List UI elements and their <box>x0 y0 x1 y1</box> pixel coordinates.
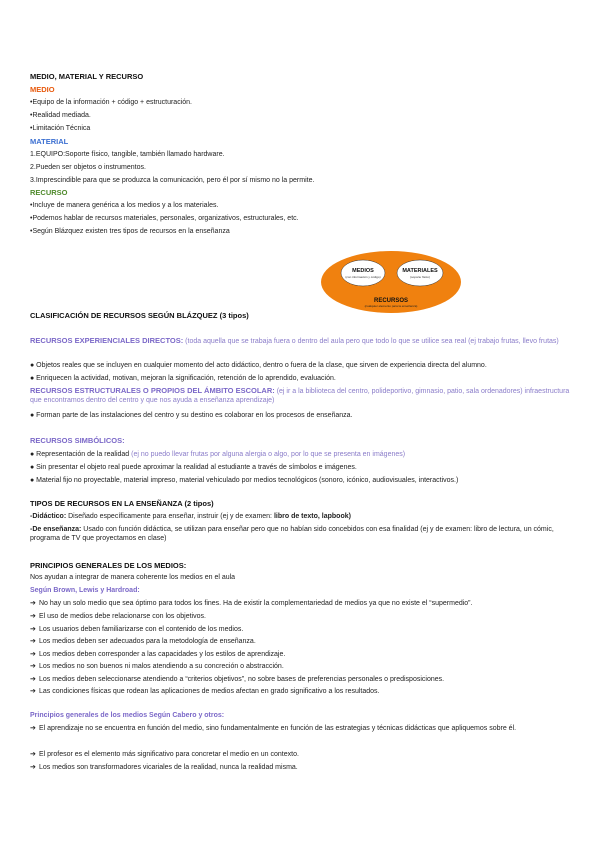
tipos-didactico <box>30 512 351 521</box>
didactico-label: -Didáctico: <box>30 513 67 520</box>
experienciales-title: RECURSOS EXPERIENCIALES DIRECTOS: <box>30 336 184 345</box>
simbolicos-item-note: (ej no puedo llevar frutas por alguna alergia o algo, por lo que se presenta en imágenes) <box>131 451 406 458</box>
recurso-item: •Según Blázquez existen tres tipos de recursos en la enseñanza <box>30 228 230 235</box>
brown-item: ➔ Los medios no son buenos ni malos atendiendo a su concreción o abstracción. <box>30 663 284 670</box>
recurso-item: •Podemos hablar de recursos materiales, personales, organizativos, estructurales, etc. <box>30 215 299 222</box>
arrow-icon: ➔ <box>30 688 36 695</box>
cabero-item: ➔ Los medios son transformadores vicariales de la realidad, nunca la realidad misma. <box>30 764 298 771</box>
ensenanza-text: Usado con función didáctica, se utilizan para enseñar pero que no habían sido concebidos con esa finalidad (ej y de examen: libro de lectura, un cómic, programa de TV que proyectamos en clase) <box>30 526 554 542</box>
tipos-heading: TIPOS DE RECURSOS EN LA ENSEÑANZA (2 tipos) <box>30 499 214 508</box>
brown-item: ➔ El uso de medios debe relacionarse con los objetivos. <box>30 613 206 620</box>
arrow-icon: ➔ <box>30 626 36 633</box>
arrow-icon: ➔ <box>30 751 36 758</box>
estructurales-paragraph <box>30 386 570 405</box>
arrow-icon: ➔ <box>30 651 36 658</box>
simbolicos-item <box>30 450 405 459</box>
experienciales-item: ● Enriquecen la actividad, motivan, mejoran la significación, retención de lo aprendido, evaluación. <box>30 375 336 382</box>
simbolicos-title: RECURSOS SIMBÓLICOS: <box>30 436 125 445</box>
medio-heading: MEDIO <box>30 85 55 94</box>
didactico-bold: libro de texto, lapbook) <box>273 513 351 520</box>
didactico-text: Diseñado específicamente para enseñar, instruir (ej y de examen: <box>66 513 274 520</box>
arrow-icon: ➔ <box>30 676 36 683</box>
estructurales-note: (ej ir a la biblioteca del centro, polideportivo, gimnasio, patio, sala ordenadores) infraestructura que encontramos dentro del centro y que nos ayuda a enseñanza aprendizaje) <box>30 388 570 404</box>
recursos-diagram <box>320 250 462 314</box>
medios-sub: (con información y código) <box>345 275 381 279</box>
arrow-icon: ➔ <box>30 638 36 645</box>
material-item: 1.EQUIPO:Soporte físico, tangible, también llamado hardware. <box>30 151 225 158</box>
materiales-label: MATERIALES <box>402 268 438 274</box>
brown-item: ➔ No hay un solo medio que sea óptimo para todos los fines. Ha de existir la complementariedad de medios ya que no existe el “supermedio”. <box>30 600 473 607</box>
estructurales-title: RECURSOS ESTRUCTURALES O PROPIOS DEL ÁMBITO ESCOLAR: <box>30 386 275 395</box>
page-title: MEDIO, MATERIAL Y RECURSO <box>30 72 144 81</box>
arrow-icon: ➔ <box>30 764 36 771</box>
tipos-ensenanza <box>30 525 570 543</box>
brown-item: ➔ Los medios deben ser adecuados para la metodología de enseñanza. <box>30 638 256 645</box>
estructurales-item: ● Forman parte de las instalaciones del centro y su destino es colaborar en los procesos de enseñanza. <box>30 412 353 419</box>
medio-item: •Limitación Técnica <box>30 125 91 132</box>
experienciales-item: ● Objetos reales que se incluyen en cualquier momento del acto didáctico, dentro o fuera de la clase, que sirven de experiencia directa del alumno. <box>30 362 487 369</box>
arrow-icon: ➔ <box>30 663 36 670</box>
principios-intro: Nos ayudan a integrar de manera coherente los medios en el aula <box>30 574 236 581</box>
cabero-item: ➔ El aprendizaje no se encuentra en función del medio, sino fundamentalmente en función de las estrategias y técnicas didácticas que apliquemos sobre él. <box>30 725 517 732</box>
experienciales-paragraph <box>30 336 570 346</box>
ensenanza-label: -De enseñanza: <box>30 526 82 533</box>
medio-item: •Equipo de la información + código + estructuración. <box>30 99 192 106</box>
recursos-label: RECURSOS <box>373 298 409 304</box>
clasificacion-heading: CLASIFICACIÓN DE RECURSOS SEGÚN BLÁZQUEZ (3 tipos) <box>30 311 249 320</box>
brown-title: Según Brown, Lewis y Hardroad: <box>30 587 140 594</box>
brown-item: ➔ Los usuarios deben familiarizarse con el contenido de los medios. <box>30 626 244 633</box>
medio-item: •Realidad mediada. <box>30 112 91 119</box>
materiales-sub: (soporte físico) <box>410 275 430 279</box>
recursos-sub: (cualquier elemento para la enseñanza) <box>364 304 418 308</box>
cabero-item: ➔ El profesor es el elemento más significativo para concretar el medio en un contexto. <box>30 751 299 758</box>
material-heading: MATERIAL <box>30 137 69 146</box>
material-item: 3.Imprescindible para que se produzca la comunicación, pero él por sí mismo no la permite. <box>30 177 315 184</box>
principios-heading: PRINCIPIOS GENERALES DE LOS MEDIOS: <box>30 561 187 570</box>
recurso-item: •Incluye de manera genérica a los medios y a los materiales. <box>30 202 219 209</box>
brown-item: ➔ Las condiciones físicas que rodean las aplicaciones de medios afectan en grado significativo a los resultados. <box>30 688 380 695</box>
material-item: 2.Pueden ser objetos o instrumentos. <box>30 164 146 171</box>
cabero-title: Principios generales de los medios Según Cabero y otros: <box>30 712 225 719</box>
experienciales-note: (toda aquella que se trabaja fuera o dentro del aula pero que todo lo que se utilice sea real (ej trabajo frutas, llevo frutas) <box>183 338 559 345</box>
arrow-icon: ➔ <box>30 613 36 620</box>
arrow-icon: ➔ <box>30 725 36 732</box>
simbolicos-item: ● Sin presentar el objeto real puede aproximar la realidad al estudiante a través de símbolos e imágenes. <box>30 464 357 471</box>
arrow-icon: ➔ <box>30 600 36 607</box>
medios-label: MEDIOS <box>352 268 374 274</box>
brown-item: ➔ Los medios deben seleccionarse atendiendo a “criterios objetivos”, no sobre bases de preferencias personales o predisposiciones. <box>30 676 445 683</box>
simbolicos-item: ● Material fijo no proyectable, material impreso, material vehiculado por medios tecnológicos (sonoro, icónico, audiovisuales, interactivos.) <box>30 477 459 484</box>
brown-item: ➔ Los medios deben corresponder a las capacidades y los estilos de aprendizaje. <box>30 651 286 658</box>
simbolicos-item-text: ● Representación de la realidad <box>30 451 132 458</box>
recurso-heading: RECURSO <box>30 188 68 197</box>
